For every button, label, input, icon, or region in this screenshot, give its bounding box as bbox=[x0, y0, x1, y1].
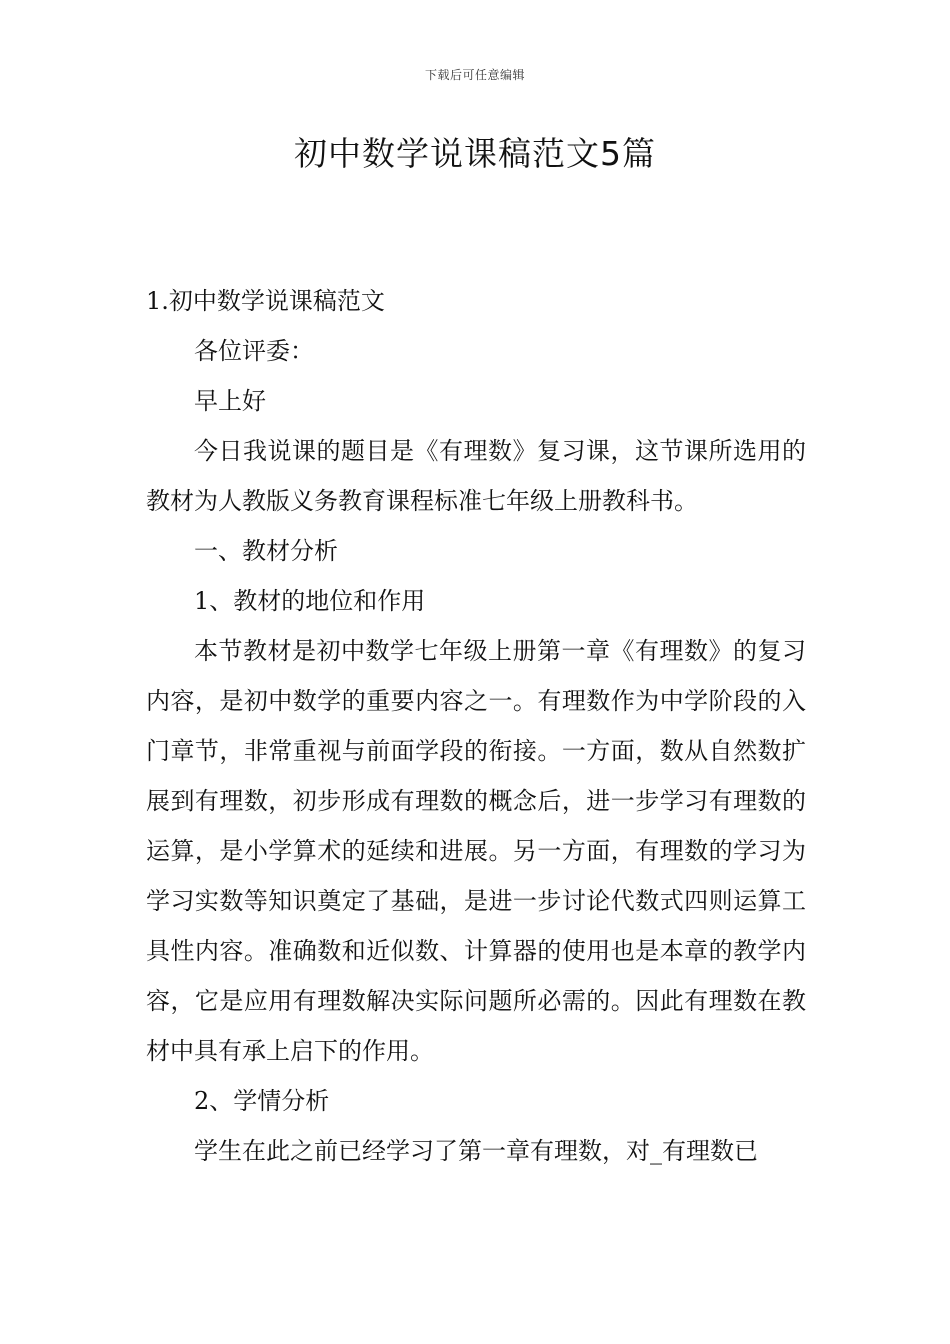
document-title: 初中数学说课稿范文5篇 bbox=[294, 134, 656, 173]
paragraph-intro: 今日我说课的题目是《有理数》复习课，这节课所选用的教材为人教版义务教育课程标准七年级上册教科书。 bbox=[146, 437, 806, 515]
header-note: 下载后可任意编辑 bbox=[424, 68, 525, 82]
paragraph-salutation: 各位评委： bbox=[194, 337, 314, 365]
paragraph-greeting: 早上好 bbox=[194, 387, 266, 415]
paragraph-student-analysis: 学生在此之前已经学习了第一章有理数，对_有理数已 bbox=[194, 1137, 758, 1165]
subheading-position-and-role: 1、教材的地位和作用 bbox=[194, 587, 426, 615]
subheading-student-analysis: 2、学情分析 bbox=[194, 1087, 330, 1115]
heading-textbook-analysis: 一、教材分析 bbox=[194, 537, 338, 565]
document-body bbox=[146, 276, 806, 1176]
paragraph-position-and-role: 本节教材是初中数学七年级上册第一章《有理数》的复习内容，是初中数学的重要内容之一。有理数作为中学阶段的入门章节，非常重视与前面学段的衔接。一方面，数从自然数扩展到有理数，初步形成有理数的概念后，进一步学习有理数的运算，是小学算术的延续和进展。另一方面，有理数的学习为学习实数等知识奠定了基础，是进一步讨论代数式四则运算工具性内容。准确数和近似数、计算器的使用也是本章的教学内容，它是应用有理数解决实际问题所必需的。因此有理数在教材中具有承上启下的作用。 bbox=[146, 637, 806, 1065]
section-heading: 1.初中数学说课稿范文 bbox=[146, 287, 385, 315]
